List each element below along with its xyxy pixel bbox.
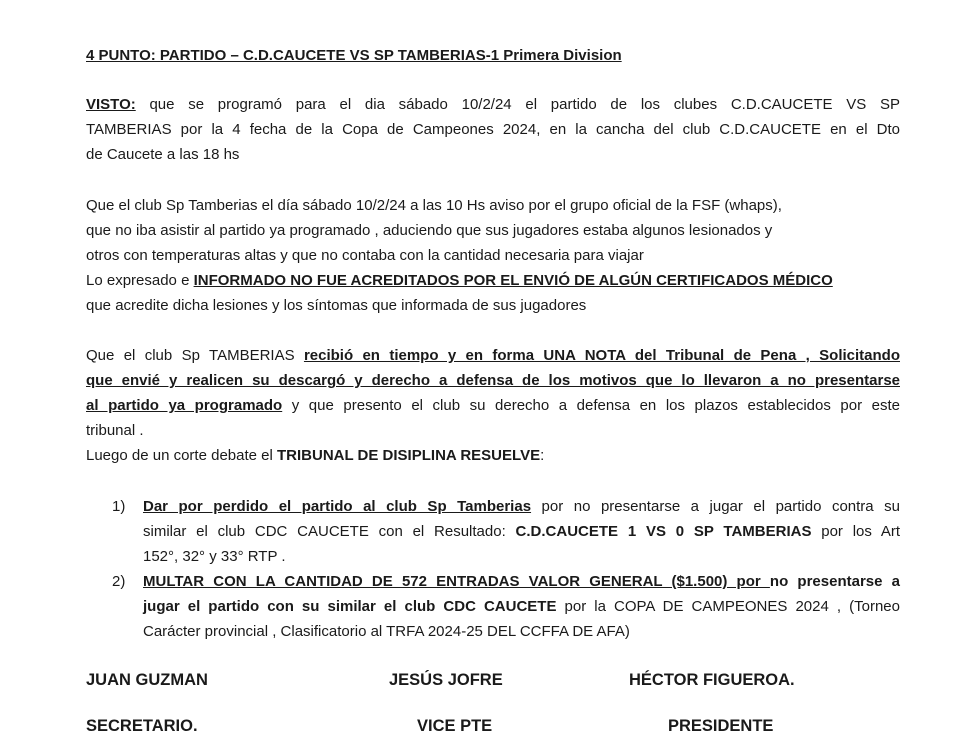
para3-line-5: Luego de un corte debate el TRIBUNAL DE DISIPLINA RESUELVE: bbox=[86, 447, 545, 464]
para2-line-2: que no iba asistir al partido ya programado , aduciendo que sus jugadores estaba algunos lesionados y bbox=[86, 222, 773, 239]
item-2-line-3: Carácter provincial , Clasificatorio al TRFA 2024-25 DEL CCFFA DE AFA) bbox=[143, 623, 630, 640]
para2-line-4: Lo expresado e INFORMADO NO FUE ACREDITADOS POR EL ENVIÓ DE ALGÚN CERTIFICADOS MÉDICO bbox=[86, 272, 833, 289]
visto-label: VISTO: bbox=[86, 96, 136, 113]
para3-line-4: tribunal . bbox=[86, 422, 144, 439]
para3-line-1: Que el club Sp TAMBERIAS recibió en tiempo y en forma UNA NOTA del Tribunal de Pena , Solicitando bbox=[86, 347, 900, 364]
item-1-line-1: Dar por perdido el partido al club Sp Tamberias por no presentarse a jugar el partido contra su bbox=[143, 498, 900, 515]
resolution-heading: 4 PUNTO: PARTIDO – C.D.CAUCETE VS SP TAMBERIAS-1 Primera Division bbox=[86, 47, 622, 64]
signatory-role-president: PRESIDENTE bbox=[668, 717, 774, 735]
para2-line-5: que acredite dicha lesiones y los síntomas que informada de sus jugadores bbox=[86, 297, 587, 314]
para2-line-1: Que el club Sp Tamberias el día sábado 10/2/24 a las 10 Hs aviso por el grupo oficial de la FSF (whaps), bbox=[86, 197, 782, 214]
item-2-line-1: MULTAR CON LA CANTIDAD DE 572 ENTRADAS VALOR GENERAL ($1.500) por no presentarse a bbox=[143, 573, 900, 590]
fine-statement: MULTAR CON LA CANTIDAD DE 572 ENTRADAS VALOR GENERAL ($1.500) por bbox=[143, 573, 770, 590]
not-accredited-statement: INFORMADO NO FUE ACREDITADOS POR EL ENVIÓ DE ALGÚN CERTIFICADOS MÉDICO bbox=[193, 272, 833, 289]
signatory-name-vice-president: JESÚS JOFRE bbox=[389, 671, 503, 689]
signatory-name-secretary: JUAN GUZMAN bbox=[86, 671, 208, 689]
para3-line-3: al partido ya programado y que presento el club su derecho a defensa en los plazos establecidos por este bbox=[86, 397, 900, 414]
item-2-line-2: jugar el partido con su similar el club CDC CAUCETE por la COPA DE CAMPEONES 2024 , (Torneo bbox=[143, 598, 900, 615]
para3-line-2: que envié y realicen su descargó y derecho a defensa de los motivos que lo llevaron a no presentarse bbox=[86, 372, 900, 389]
item-number-1: 1) bbox=[112, 498, 126, 515]
visto-line-1: VISTO: que se programó para el dia sábado 10/2/24 el partido de los clubes C.D.CAUCETE VS SP bbox=[86, 96, 900, 113]
signatory-name-president: HÉCTOR FIGUEROA. bbox=[629, 671, 795, 689]
item-1-line-2: similar el club CDC CAUCETE con el Resultado: C.D.CAUCETE 1 VS 0 SP TAMBERIAS por los Art bbox=[143, 523, 900, 540]
visto-line-2: TAMBERIAS por la 4 fecha de la Copa de Campeones 2024, en la cancha del club C.D.CAUCETE en el Dto bbox=[86, 121, 900, 138]
signatory-role-secretary: SECRETARIO. bbox=[86, 717, 198, 735]
visto-line-3: de Caucete a las 18 hs bbox=[86, 146, 240, 163]
para2-line-3: otros con temperaturas altas y que no contaba con la cantidad necesaria para viajar bbox=[86, 247, 644, 264]
item-number-2: 2) bbox=[112, 573, 126, 590]
match-result: C.D.CAUCETE 1 VS 0 SP TAMBERIAS bbox=[515, 523, 812, 540]
signatory-role-vice-president: VICE PTE bbox=[417, 717, 493, 735]
tribunal-resolves: TRIBUNAL DE DISIPLINA RESUELVE bbox=[277, 447, 541, 464]
item-1-line-3: 152°, 32° y 33° RTP . bbox=[143, 548, 286, 565]
